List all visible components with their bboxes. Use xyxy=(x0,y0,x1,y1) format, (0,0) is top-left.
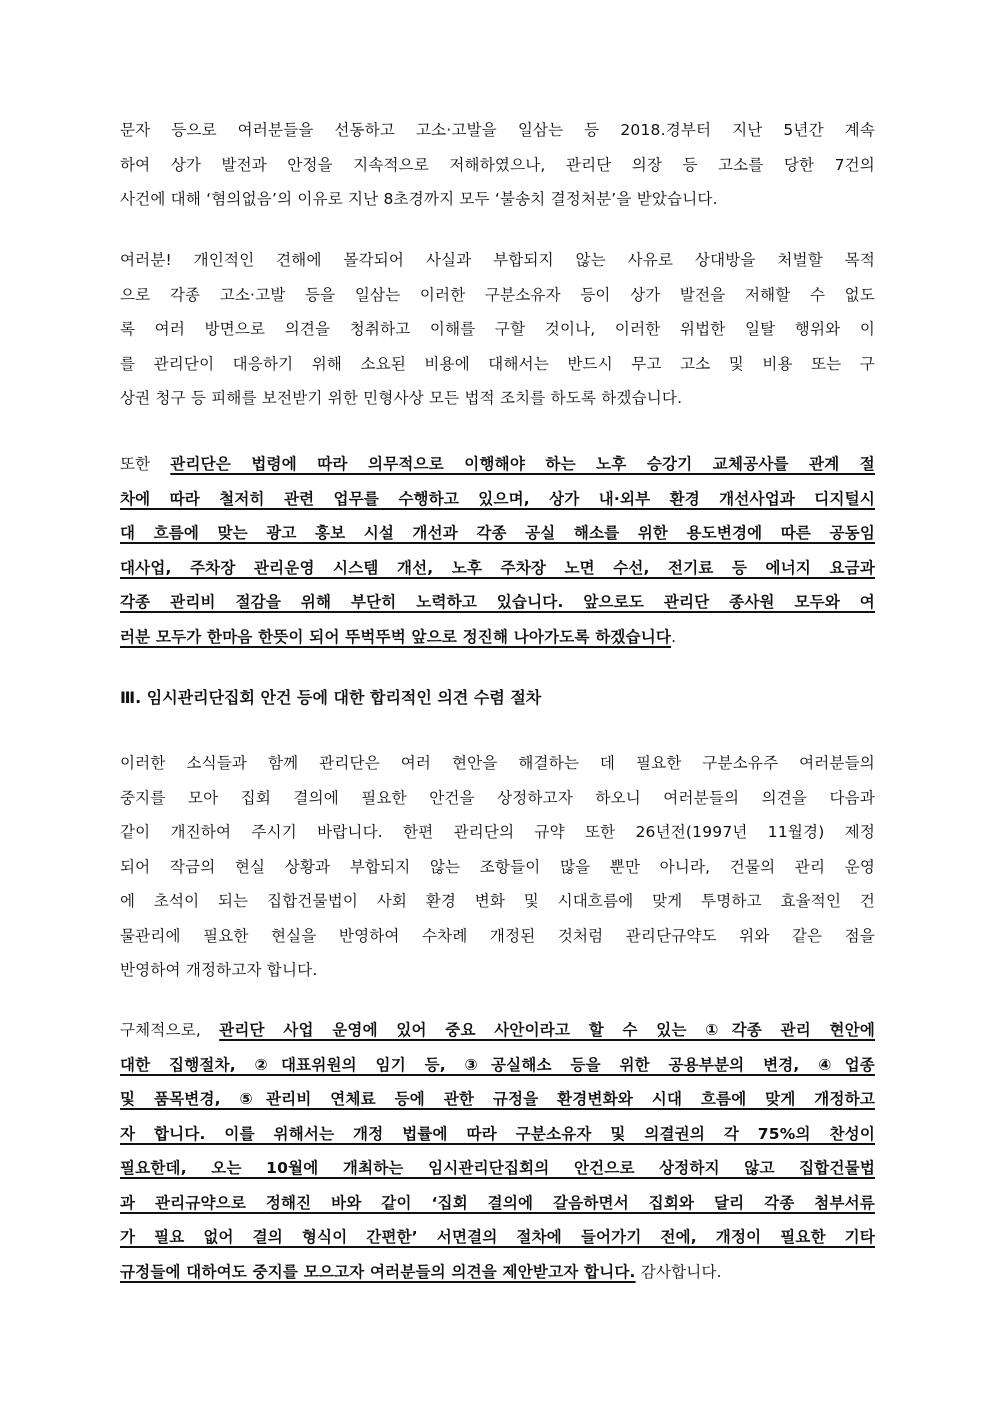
text-plain: 감사합니다. xyxy=(635,1262,722,1281)
paragraph-management-efforts xyxy=(120,447,875,654)
paragraph-opinion-collection xyxy=(120,746,875,988)
paragraph-legal-action xyxy=(120,243,875,416)
text-line-emphasis: 과 관리규약으로 정해진 바와 같이 ‘집회 결의에 갈음하면서 집회와 달리 각종 첨부서류 xyxy=(120,1193,875,1212)
paragraph-complaints-result xyxy=(120,113,875,217)
text-emphasis: 규정들에 대하여도 중지를 모으고자 여러분들의 의견을 제안받고자 합니다. xyxy=(120,1262,636,1281)
text-line-emphasis: 자 합니다. 이를 위해서는 개정 법률에 따라 구분소유자 및 의결권의 각 75%의 찬성이 xyxy=(120,1124,875,1143)
text-line-emphasis: 가 필요 없어 결의 형식이 간편한’ 서면결의 절차에 들어가기 전에, 개정이 필요한 기타 xyxy=(120,1228,875,1246)
text-plain: 구체적으로, xyxy=(120,1021,220,1039)
text-line-emphasis: 및 품목변경, ⑤관리비 연체료 등에 관한 규정을 환경변화와 시대 흐름에 맞게 개정하고 xyxy=(120,1090,875,1108)
text-plain: . xyxy=(671,627,677,646)
text-emphasis: 관리단 사업 운영에 있어 중요 사안이라고 할 수 있는 ①각종 관리 현안에 xyxy=(219,1021,875,1039)
text-line: 하여 상가 발전과 안정을 지속적으로 저해하였으나, 관리단 의장 등 고소를 당한 7건의 xyxy=(120,155,875,174)
text-line: 중지를 모아 집회 결의에 필요한 안건을 상정하고자 하오니 여러분들의 의견을 다음과 xyxy=(120,788,875,807)
text-line: 여러분! 개인적인 견해에 몰각되어 사실과 부합되지 않는 사유로 상대방을 처벌할 목적 xyxy=(120,251,875,269)
text-line: 으로 각종 고소·고발 등을 일삼는 이러한 구분소유자 등이 상가 발전을 저해할 수 없도 xyxy=(120,285,875,304)
text-line xyxy=(120,447,875,482)
text-line xyxy=(120,1255,875,1290)
text-line: 에 초석이 되는 집합건물법이 사회 환경 변화 및 시대흐름에 맞게 투명하고 효율적인 건 xyxy=(120,892,875,910)
text-line: 록 여러 방면으로 의견을 청취하고 이해를 구할 것이나, 이러한 위법한 일탈 행위와 이 xyxy=(120,320,875,338)
text-plain: 또한 xyxy=(120,455,171,473)
text-line: 상권 청구 등 피해를 보전받기 위한 민형사상 모든 법적 조치를 하도록 하겠습니다. xyxy=(120,389,683,407)
text-line-emphasis: 대사업, 주차장 관리운영 시스템 개선, 노후 주차장 노면 수선, 전기료 등 에너지 요금과 xyxy=(120,558,875,577)
text-emphasis: 관리단은 법령에 따라 의무적으로 이행해야 하는 노후 승강기 교체공사를 관계 절 xyxy=(170,455,875,473)
text-line-emphasis: 차에 따라 철저히 관련 업무를 수행하고 있으며, 상가 내·외부 환경 개선사업과 디지털시 xyxy=(120,489,875,508)
text-line: 되어 작금의 현실 상황과 부합되지 않는 조항들이 많을 뿐만 아니라, 건물의 관리 운영 xyxy=(120,857,875,876)
text-line: 같이 개진하여 주시기 바랍니다. 한편 관리단의 규약 또한 26년전(1997년 11월경) 제정 xyxy=(120,823,875,841)
text-line-emphasis: 각종 관리비 절감을 위해 부단히 노력하고 있습니다. 앞으로도 관리단 종사원 모두와 여 xyxy=(120,593,875,611)
text-line: 이러한 소식들과 함께 관리단은 여러 현안을 해결하는 데 필요한 구분소유주 여러분들의 xyxy=(120,754,875,772)
text-line: 를 관리단이 대응하기 위해 소요된 비용에 대해서는 반드시 무고 고소 및 비용 또는 구 xyxy=(120,354,875,373)
text-line-emphasis: 대한 집행절차, ②대표위원의 임기 등, ③공실해소 등을 위한 공용부분의 변경, ④업종 xyxy=(120,1055,875,1074)
paragraph-bylaw-amendment xyxy=(120,1013,875,1289)
text-line-emphasis: 대 흐름에 맞는 광고 홍보 시설 개선과 각종 공실 해소를 위한 용도변경에 따른 공동임 xyxy=(120,524,875,542)
text-emphasis: 러분 모두가 한마음 한뜻이 되어 뚜벅뚜벅 앞으로 정진해 나아가도록 하겠습니다 xyxy=(120,627,672,646)
text-line-emphasis: 필요한데, 오는 10월에 개최하는 임시관리단집회의 안건으로 상정하지 않고 집합건물법 xyxy=(120,1159,875,1177)
text-line xyxy=(120,620,875,655)
text-line: 문자 등으로 여러분들을 선동하고 고소·고발을 일삼는 등 2018.경부터 지난 5년간 계속 xyxy=(120,121,875,139)
text-line: 사건에 대해 ‘혐의없음’의 이유로 지난 8초경까지 모두 ‘불송치 결정처분’을 받았습니다. xyxy=(120,190,718,208)
section-heading: Ⅲ. 임시관리단집회 안건 등에 대한 합리적인 의견 수렴 절차 xyxy=(120,688,542,707)
text-line: 반영하여 개정하고자 합니다. xyxy=(120,961,318,979)
text-line xyxy=(120,1013,875,1048)
text-line: 물관리에 필요한 현실을 반영하여 수차례 개정된 것처럼 관리단규약도 위와 같은 점을 xyxy=(120,926,875,945)
